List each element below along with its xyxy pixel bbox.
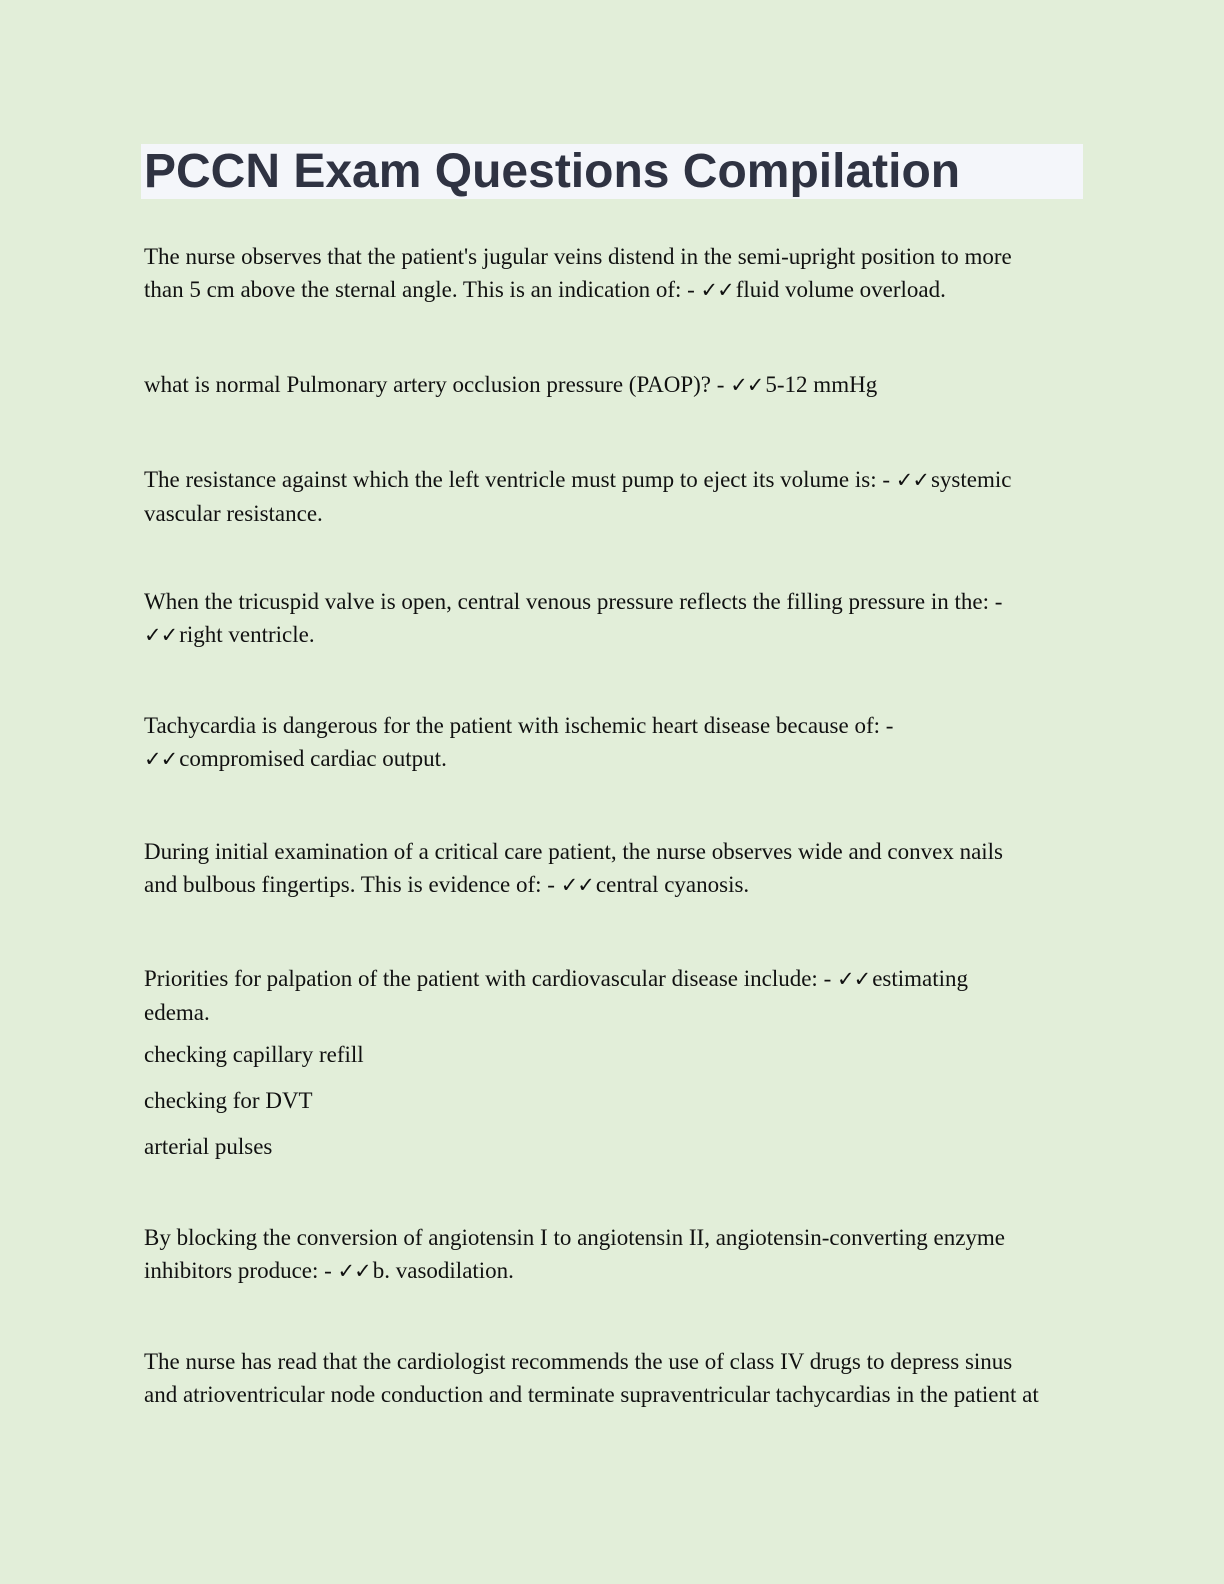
question-line (144, 742, 1084, 776)
question-text: than 5 cm above the sternal angle. This is an indication of: - (144, 277, 701, 302)
question-line (144, 368, 1084, 402)
question-line (144, 273, 1084, 307)
answer-text: checking capillary refill (144, 1042, 364, 1067)
question-line (144, 463, 1084, 497)
answer-text: right ventricle. (179, 622, 315, 647)
question-text: inhibitors produce: - (144, 1258, 338, 1283)
answer-text: vascular resistance. (144, 501, 323, 526)
question-block (144, 585, 1084, 652)
answer-extra-line (144, 1038, 1084, 1071)
question-line (144, 868, 1084, 902)
question-text: what is normal Pulmonary artery occlusion pressure (PAOP)? - (144, 372, 731, 397)
question-line (144, 962, 1084, 996)
answer-text: compromised cardiac output. (179, 746, 447, 771)
double-check-icon: ✓✓ (836, 967, 871, 991)
answer-extra-line (144, 1084, 1084, 1117)
question-line (144, 618, 1084, 652)
question-text: and atrioventricular node conduction and terminate supraventricular tachycardias in the patient at (144, 1382, 1039, 1407)
question-block (144, 368, 1084, 402)
answer-text: edema. (144, 1000, 210, 1025)
double-check-icon: ✓✓ (895, 468, 929, 492)
double-check-icon: ✓✓ (337, 1259, 371, 1283)
question-text: During initial examination of a critical care patient, the nurse observes wide and convex nails (144, 839, 1004, 864)
question-text: The nurse has read that the cardiologist recommends the use of class IV drugs to depress sinus (144, 1349, 1013, 1374)
answer-text: systemic (930, 467, 1012, 492)
answer-text: fluid volume overload. (735, 277, 946, 302)
page-title: PCCN Exam Questions Compilation (144, 145, 961, 198)
question-text: Tachycardia is dangerous for the patient with ischemic heart disease because of: - (144, 713, 894, 738)
double-check-icon: ✓✓ (144, 623, 178, 647)
question-block (144, 1221, 1084, 1288)
question-text: Priorities for palpation of the patient with cardiovascular disease include: - (144, 966, 837, 991)
double-check-icon: ✓✓ (730, 373, 764, 397)
question-text: The resistance against which the left ventricle must pump to eject its volume is: - (144, 467, 896, 492)
answer-text: 5-12 mmHg (765, 372, 878, 397)
question-text: and bulbous fingertips. This is evidence of: - (144, 872, 561, 897)
double-check-icon: ✓✓ (144, 747, 178, 771)
question-text: The nurse observes that the patient's jugular veins distend in the semi-upright position to more (144, 244, 1012, 269)
question-block (144, 1345, 1084, 1411)
question-block (144, 463, 1084, 530)
double-check-icon: ✓✓ (700, 278, 734, 302)
question-text: When the tricuspid valve is open, central venous pressure reflects the filling pressure in the: - (144, 589, 1003, 614)
question-block (144, 835, 1084, 902)
question-block (144, 709, 1084, 776)
answer-text: arterial pulses (144, 1134, 273, 1159)
answer-text: estimating (872, 966, 969, 991)
question-text: By blocking the conversion of angiotensin I to angiotensin II, angiotensin-converting enzyme (144, 1225, 1006, 1250)
question-block (144, 962, 1084, 1029)
double-check-icon: ✓✓ (560, 873, 594, 897)
question-block (144, 240, 1084, 307)
answer-text: central cyanosis. (595, 872, 750, 897)
answer-text: checking for DVT (144, 1088, 313, 1113)
answer-text: b. vasodilation. (372, 1258, 514, 1283)
answer-extra-line (144, 1130, 1084, 1163)
question-line (144, 1254, 1084, 1288)
